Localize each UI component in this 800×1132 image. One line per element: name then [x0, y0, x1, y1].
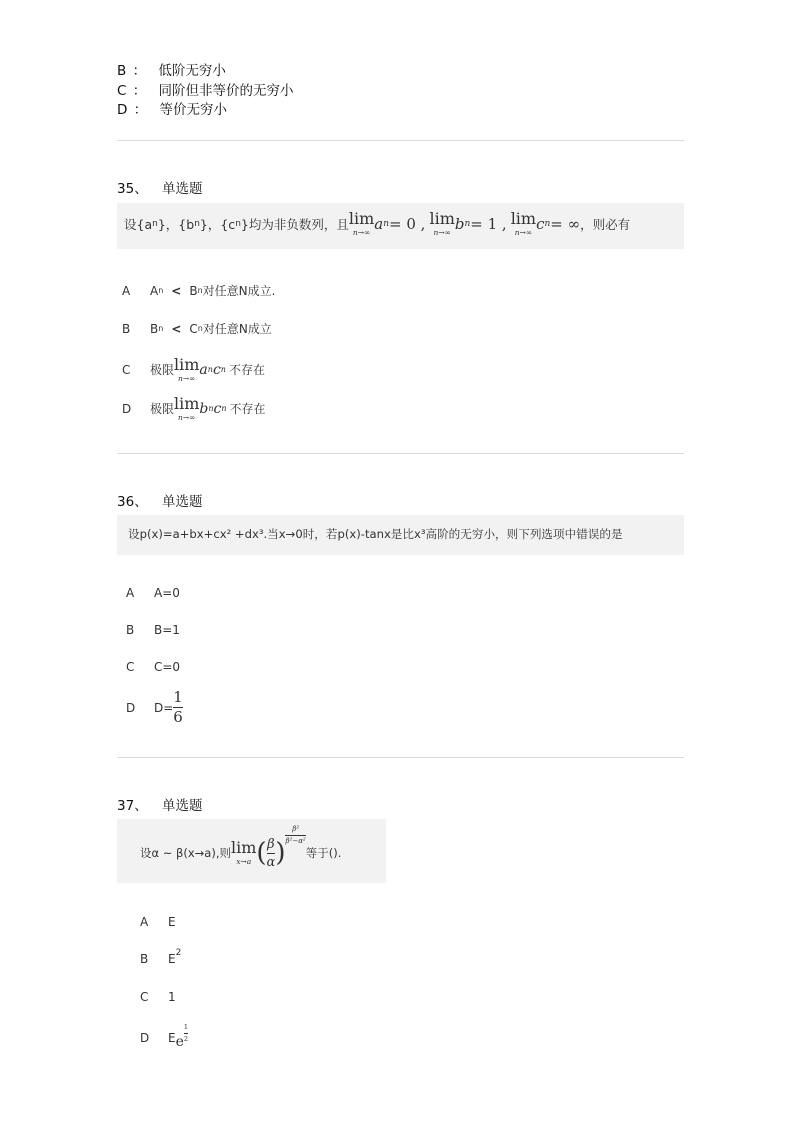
- divider: [117, 453, 684, 454]
- limit: lim x→a: [230, 838, 257, 867]
- fraction: $\frac{1}{6}$: [173, 688, 183, 726]
- question-35-option-a[interactable]: A A n < B n 对任意N成立.: [122, 283, 276, 298]
- question-36-header: 36、 单选题: [117, 494, 203, 510]
- question-36-option-a[interactable]: A A=0: [126, 586, 180, 600]
- question-37-header: 37、 单选题: [117, 798, 203, 814]
- question-36-option-d[interactable]: D D= $\frac{1}{6}$: [126, 688, 183, 726]
- question-36-option-b[interactable]: B B=1: [126, 623, 180, 637]
- question-35-stem: 设{a n }，{b n }，{c n }均为非负数列，且 lim n→∞ a n = 0 , lim n→∞ b n = 1 , lim n→∞ c n = ∞ ，则必有: [124, 209, 631, 238]
- question-37-stem: 设α ~ β(x→a),则 lim x→a ( $\frac{\beta}{\alpha}$ ) $\frac{\text{β²}}{\text{β²−α²}}$ 等于().: [140, 825, 342, 870]
- limit-3: lim n→∞: [510, 209, 537, 238]
- fraction: $\frac{\beta}{\alpha}$: [266, 836, 276, 870]
- question-35-header: 35、 单选题: [117, 181, 203, 197]
- question-37-option-b[interactable]: B E $^2$: [140, 948, 182, 966]
- limit-2: lim n→∞: [429, 209, 455, 238]
- question-37-option-d[interactable]: D E e $\frac{1}{2}$: [140, 1023, 189, 1050]
- divider: [117, 140, 684, 141]
- carryover-option-b: B ： 低阶无穷小: [117, 63, 226, 79]
- question-37-option-c[interactable]: C 1: [140, 990, 176, 1004]
- carryover-option-c: C ： 同阶但非等价的无穷小: [117, 83, 294, 99]
- question-37-option-a[interactable]: A E: [140, 915, 176, 929]
- divider: [117, 757, 684, 758]
- exponent-fraction: $\frac{1}{2}$: [183, 1023, 189, 1043]
- question-35-option-d[interactable]: D 极限 lim n→∞ b n c n 不存在: [122, 394, 266, 422]
- question-36-stem: 设p(x)=a+bx+cx² +dx³.当x→0时，若p(x)-tanx是比x³高阶的无穷小，则下列选项中错误的是: [128, 527, 623, 541]
- question-35-option-b[interactable]: B B n < C n 对任意N成立: [122, 321, 272, 336]
- exponent-fraction: $\frac{\text{β²}}{\text{β²−α²}}$: [285, 825, 306, 845]
- question-36-option-c[interactable]: C C=0: [126, 660, 181, 674]
- carryover-option-d: D ： 等价无穷小: [117, 102, 227, 118]
- question-35-option-c[interactable]: C 极限 lim n→∞ a n c n 不存在: [122, 355, 265, 383]
- limit-1: lim n→∞: [348, 209, 375, 238]
